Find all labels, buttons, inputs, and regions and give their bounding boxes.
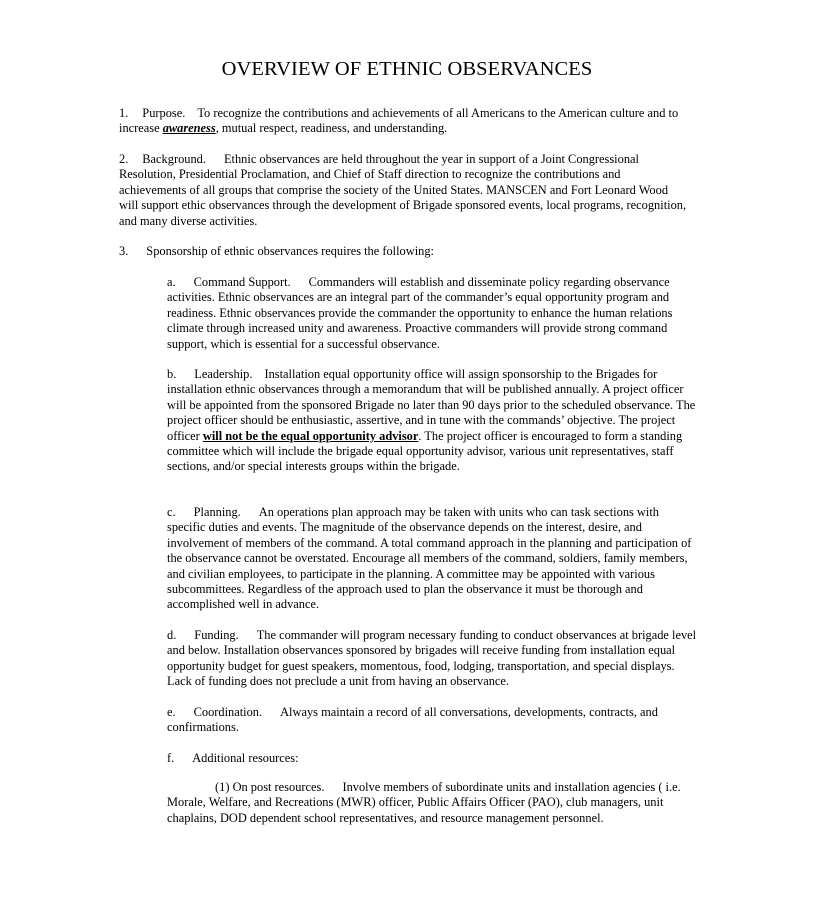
background-heading: Background. [142,152,206,166]
item-b-heading: Leadership. [194,367,253,381]
item-a-letter: a. [167,275,176,289]
item-b-text: Installation equal opportunity office will assign sponsorship to the Brigades for installation ethnic observances through a memorandum that will be published annually. A project officer will be appointed from the sponsored Brigade no later than 90 days prior to the scheduled observance. The project officer should be enthusiastic, assertive, and in tune with the commands’ objective. The project officer [167,367,696,443]
item-d-letter: d. [167,628,177,642]
item-e-heading: Coordination. [193,705,263,719]
purpose-paragraph [119,106,689,137]
item-c-planning [167,505,697,613]
purpose-number: 1. [119,106,129,120]
sponsorship-paragraph [119,244,689,259]
purpose-text-end: , mutual respect, readiness, and understanding. [215,121,448,136]
item-f-sub1-heading: On post resources. [232,780,325,794]
item-f-letter: f. [167,751,175,765]
item-b-letter: b. [167,367,177,381]
item-d-heading: Funding. [194,628,239,642]
item-b-text-end: . The project officer is encouraged to form a standing committee which will include the brigade equal opportunity advisor, various unit representatives, staff sections, and/or special interests groups within the brigade. [167,428,683,474]
item-d-funding [167,628,697,690]
sponsorship-text: Sponsorship of ethnic observances requires the following: [146,244,434,258]
item-c-heading: Planning. [193,505,241,519]
item-f-sub1-text: Involve members of subordinate units and installation agencies ( i.e. Morale, Welfare, and Recreations (MWR) officer, Public Affairs Officer (PAO), club managers, unit chaplains, DOD dependent school representatives, and resource management personnel. [167,780,681,825]
item-a-command-support [167,275,697,352]
item-e-coordination [167,705,697,736]
item-f-sub1-number: (1) [215,780,230,794]
purpose-emphasis: awareness [162,121,216,136]
sponsorship-number: 3. [119,244,129,258]
item-d-text: The commander will program necessary funding to conduct observances at brigade level and below. Installation observances sponsored by brigades will receive funding from installation equal opportunity budget for guest speakers, momentous, food, lodging, transportation, and special displays. Lack of funding does not preclude a unit from having an observance. [167,628,697,689]
item-e-text: Always maintain a record of all conversations, developments, contracts, and confirmations. [167,705,658,735]
item-c-text: An operations plan approach may be taken with units who can task sections with specific duties and events. The magnitude of the observance depends on the interest, desire, and involvement of members of the command. A total command approach in the planning and participation of the observance cannot be overstated. Encourage all members of the command, soldiers, family members, and civilian employees, to participate in the planning. A committee may be appointed with various subcommittees. Regardless of the approach used to plan the observance it must be thorough and accomplished well in advance. [167,505,692,612]
document-title: OVERVIEW OF ETHNIC OBSERVANCES [221,58,593,80]
item-a-heading: Command Support. [193,275,291,289]
item-f-heading: Additional resources: [192,751,299,765]
item-b-leadership [167,367,697,475]
purpose-text: To recognize the contributions and achievements of all Americans to the American culture and to increase [119,106,679,136]
item-e-letter: e. [167,705,176,719]
item-f-sub1-on-post-resources [167,780,697,826]
purpose-heading: Purpose. [142,106,186,120]
item-c-letter: c. [167,505,176,519]
background-paragraph [119,152,689,229]
background-number: 2. [119,152,129,166]
item-a-text: Commanders will establish and disseminate policy regarding observance activities. Ethnic observances are an integral part of the commander’s equal opportunity program and readiness. Ethnic observances provide the commander the opportunity to enhance the human relations climate through increased unity and awareness. Proactive commanders will provide strong command support, which is essential for a successful observance. [167,275,673,351]
item-f-additional-resources [167,751,697,766]
background-text: Ethnic observances are held throughout the year in support of a Joint Congressional Resolution, Presidential Proclamation, and Chief of Staff direction to recognize the contributions and achievements of all groups that comprise the society of the United States. MANSCEN and Fort Leonard Wood will support ethic observances through the development of Brigade sponsored events, local programs, recognition, and many diverse activities. [119,152,687,228]
item-b-emphasis: will not be the equal opportunity advisor [202,428,419,443]
